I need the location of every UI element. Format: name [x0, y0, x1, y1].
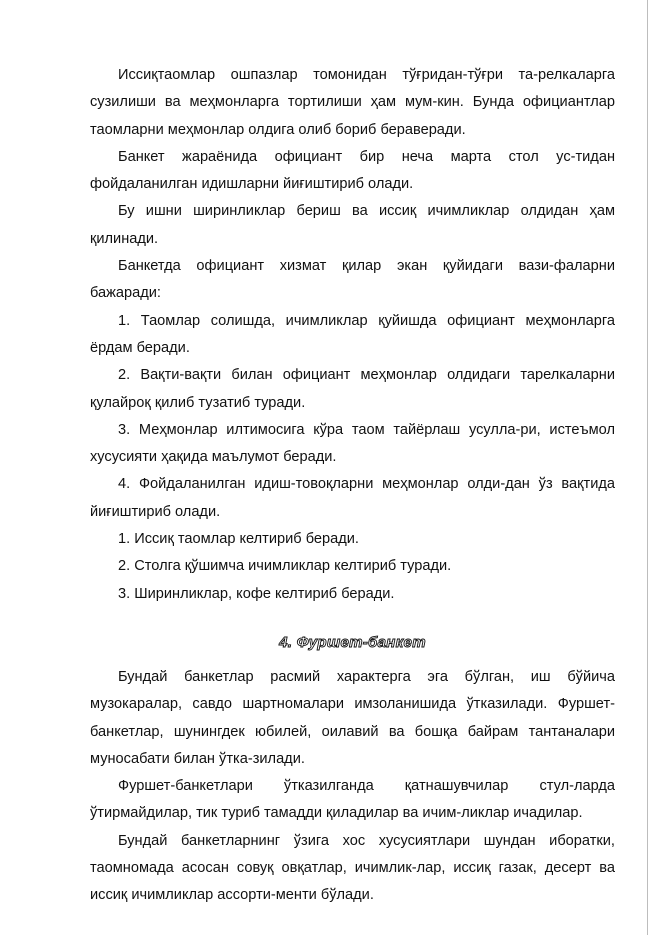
section-heading: 4. Фуршет-банкет	[279, 633, 426, 651]
paragraph-buffet-purpose: Бундай банкетлар расмий характерга эга бўлган, иш бўйича музокаралар, савдо шартномалари имзоланишида ўтказилади. Фуршет-банкетлар, шунингдек юбилей, оилавий ва бошқа байрам тантаналари муносабати билан ўтка-зилади.	[90, 668, 615, 767]
list-item-serve-3: 3. Ширинликлар, кофе келтириб беради.	[118, 585, 395, 602]
paragraph-desserts-note: Бу ишни ширинликлар бериш ва иссиқ ичимликлар олдидан ҳам қилинади.	[90, 203, 615, 247]
list-item-duty-4: 4. Фойдаланилган идиш-товоқларни меҳмонлар олди-дан ўз вақтида йиғиштириб олади.	[90, 476, 615, 520]
list-item-serve-1: 1. Иссиқ таомлар келтириб беради.	[118, 531, 359, 548]
paragraph-clearing-dishes: Банкет жараёнида официант бир неча марта стол ус-тидан фойдаланилган идишларни йиғиштириб олади.	[90, 148, 615, 193]
list-item-duty-2: 2. Вақти-вақти билан официант меҳмонлар олдидаги тарелкаларни қулайроқ қилиб тузатиб туради.	[90, 367, 615, 411]
document-page	[90, 62, 615, 910]
paragraph-hot-dishes: Иссиқтаомлар ошпазлар томонидан тўғридан-тўғри та-релкаларга сузилиши ва меҳмонларга тортилиши ҳам мум-кин. Бунда официантлар таомларни меҳмонлар олдига олиб бориб бераверади.	[90, 67, 615, 138]
paragraph-buffet-standing: Фуршет-банкетлари ўтказилганда қатнашувчилар стул-ларда ўтирмайдилар, тик туриб тамадди қиладилар ва ичим-ликлар ичадилар.	[90, 778, 615, 822]
list-item-duty-1: 1. Таомлар солишда, ичимликлар қуйишда официант меҳмонларга ёрдам беради.	[90, 312, 615, 356]
paragraph-waiter-duties-intro: Банкетда официант хизмат қилар экан қуйидаги вази-фаларни бажаради:	[90, 258, 615, 302]
list-item-duty-3: 3. Меҳмонлар илтимосига кўра таом тайёрлаш усулла-ри, истеъмол хусусияти ҳақида маълумот беради.	[90, 421, 615, 466]
list-item-serve-2: 2. Столга қўшимча ичимликлар келтириб туради.	[118, 558, 452, 575]
page-edge-rule	[647, 0, 648, 935]
paragraph-buffet-menu: Бундай банкетларнинг ўзига хос хусусиятлари шундан иборатки, таомномада асосан совуқ овқатлар, ичимлик-лар, иссиқ газак, десерт ва иссиқ ичимликлар ассорти-менти бўлади.	[90, 832, 615, 904]
